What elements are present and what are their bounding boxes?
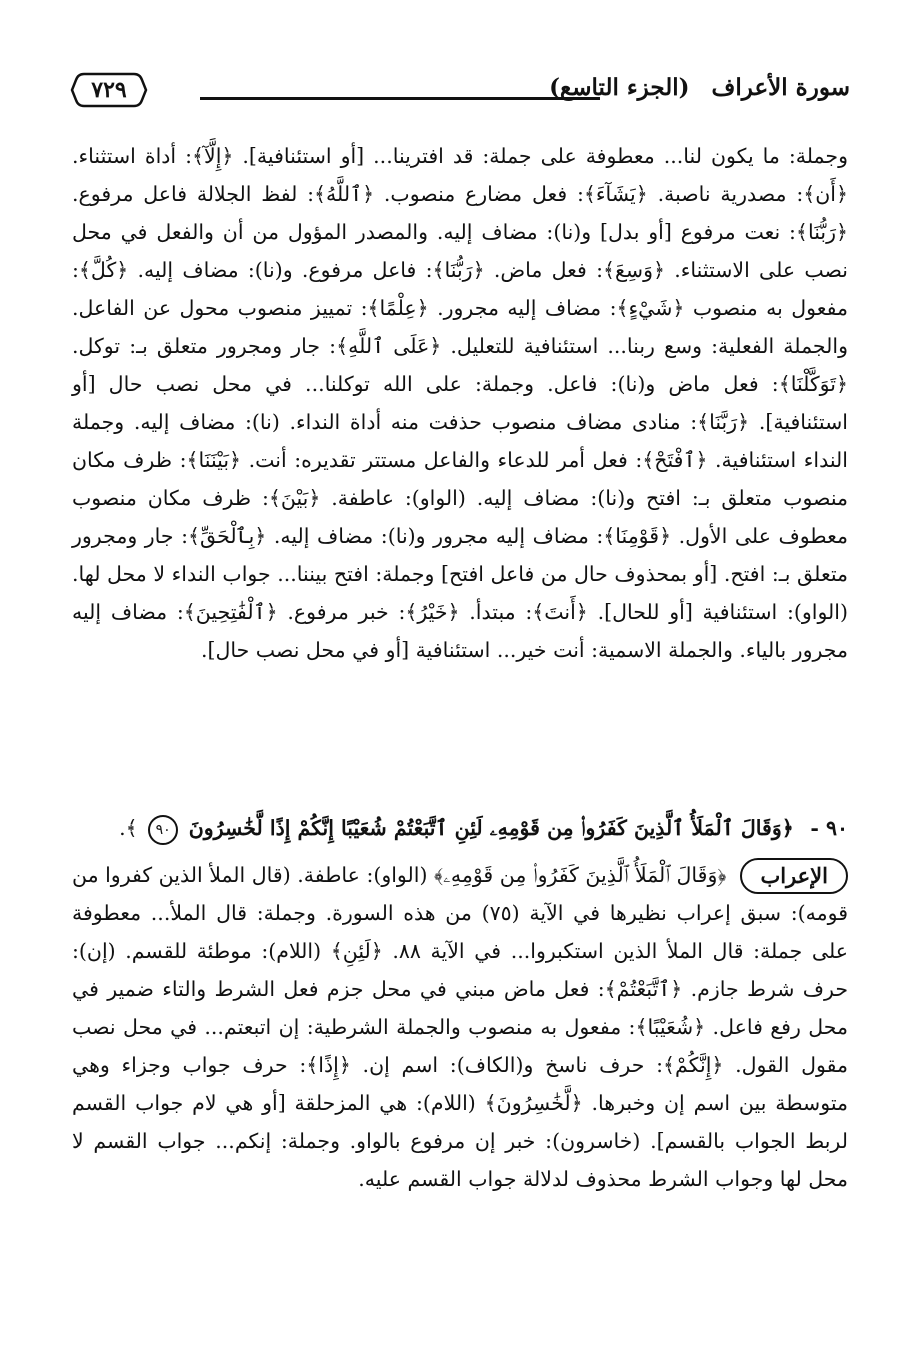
verse-close-bracket: ﴾. <box>119 816 138 840</box>
surah-title: سورة الأعراف <box>711 74 850 101</box>
running-title <box>549 74 850 101</box>
verse-number: ٩٠ - <box>810 816 848 840</box>
grammar-paragraph-2 <box>72 856 848 1256</box>
page-number-badge <box>70 70 148 110</box>
part-title: (الجزء التاسع) <box>549 74 690 101</box>
verse-line <box>72 806 848 850</box>
page-number: ٧٢٩ <box>91 77 127 103</box>
grammar-paragraph-1 <box>72 137 848 777</box>
i3rab-label: الإعراب <box>740 858 848 894</box>
page-header <box>70 70 850 120</box>
paragraph-text: وجملة: ما يكون لنا... معطوفة على جملة: قد افترينا... [أو استئنافية]. ﴿إِلَّآ﴾: أداة استثناء. ﴿أَن﴾: مصدرية ناصبة. ﴿يَشَآءَ﴾: فعل مضارع منصوب. ﴿ٱللَّهُ﴾: لفظ الجلالة فاعل مرفوع. ﴿رَبُّنَا﴾: نعت مرفوع [أو بدل] و(نا): مضاف إليه. والمصدر المؤول من أن والفعل في محل نصب على الاستثناء. ﴿وَسِعَ﴾: فعل ماض. ﴿رَبُّنَا﴾: فاعل مرفوع. و(نا): مضاف إليه. ﴿كُلَّ﴾: مفعول به منصوب ﴿شَيْءٍ﴾: مضاف إليه مجرور. ﴿عِلْمًا﴾: تمييز منصوب محول عن الفاعل. والجملة الفعلية: وسع ربنا... استئنافية للتعليل. ﴿عَلَى ٱللَّهِ﴾: جار ومجرور متعلق بـ: توكل. ﴿تَوَكَّلْنَا﴾: فعل ماض و(نا): فاعل. وجملة: على الله توكلنا... في محل نصب حال [أو استئنافية]. ﴿رَبَّنَا﴾: منادى مضاف منصوب حذفت منه أداة النداء. (نا): مضاف إليه. وجملة النداء استئنافية. ﴿ٱفْتَحْ﴾: فعل أمر للدعاء والفاعل مستتر تقديره: أنت. ﴿بَيْنَنَا﴾: ظرف مكان منصوب متعلق بـ: افتح و(نا): مضاف إليه. (الواو): عاطفة. ﴿بَيْنَ﴾: ظرف مكان منصوب معطوف على الأول. ﴿قَوْمِنَا﴾: مضاف إليه مجرور و(نا): مضاف إليه. ﴿بِٱلْحَقِّ﴾: جار ومجرور متعلق بـ: افتح. [أو بمحذوف حال من فاعل افتح] وجملة: افتح بيننا... جواب النداء لا محل لها. (الواو): استئنافية [أو للحال]. ﴿أَنتَ﴾: مبتدأ. ﴿خَيْرُ﴾: خبر مرفوع. ﴿ٱلْفَٰتِحِينَ﴾: مضاف إليه مجرور بالياء. والجملة الاسمية: أنت خير... استئنافية [أو في محل نصب حال]. <box>72 144 848 662</box>
header-rule <box>200 97 600 100</box>
ayah-number-marker: ٩٠ <box>148 815 178 845</box>
paragraph-text: ﴿وَقَالَ ٱلْمَلَأُ ٱلَّذِينَ كَفَرُوا۟ مِن قَوْمِهِۦ﴾ (الواو): عاطفة. (قال الملأ الذين كفروا من قومه): سبق إعراب نظيرها في الآية (٧٥) من هذه السورة. وجملة: قال الملأ... معطوفة على جملة: قال الملأ الذين استكبروا... في الآية ٨٨. ﴿لَئِنِ﴾ (اللام): موطئة للقسم. (إن): حرف شرط جازم. ﴿ٱتَّبَعْتُمْ﴾: فعل ماض مبني في محل جزم فعل الشرط والتاء ضمير في محل رفع فاعل. ﴿شُعَيْبًا﴾: مفعول به منصوب والجملة الشرطية: إن اتبعتم... في محل نصب مقول القول. ﴿إِنَّكُمْ﴾: حرف ناسخ و(الكاف): اسم إن. ﴿إِذًا﴾: حرف جواب وجزاء وهي متوسطة بين اسم إن وخبرها. ﴿لَّخَٰسِرُونَ﴾ (اللام): هي المزحلقة [أو هي لام جواب القسم لربط الجواب بالقسم]. (خاسرون): خبر إن مرفوع بالواو. وجملة: إنكم... جواب القسم لا محل لها وجواب الشرط محذوف لدلالة جواب القسم عليه. <box>72 863 848 1191</box>
verse-text: ﴿وَقَالَ ٱلْمَلَأُ ٱلَّذِينَ كَفَرُوا۟ مِن قَوْمِهِۦ لَئِنِ ٱتَّبَعْتُمْ شُعَيْبًا إِنَّكُمْ إِذًا لَّخَٰسِرُونَ <box>188 816 794 840</box>
